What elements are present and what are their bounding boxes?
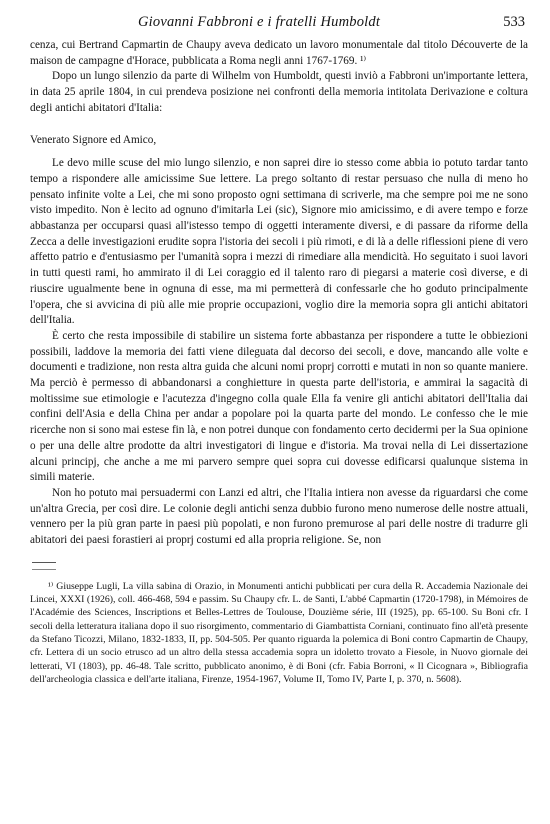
footnote-1: ¹⁾ Giuseppe Lugli, La villa sabina di Orazio, in Monumenti antichi pubblicati per cura della R. Accademia Nazionale dei Lincei, XXXI (1926), coll. 466-468, 594 e passim. Su Chaupy cfr. L. de Santi, L'abbé Capmartin (1720-1798), in Mémoires de l'Académie des Sciences, Inscriptions et Belles-Lettres de Toulouse, Douzième série, III (1925), pp. 65-100. Su Boni cfr. I secoli della letteratura italiana dopo il suo risorgimento, commentario di Giambattista Corniani, continuato fino all'età presente da Stefano Ticozzi, Milano, 1832-1833, II, pp. 504-505. Per quanto riguarda la polemica di Boni contro Capmartin de Chaupy, cfr. Lettera di un socio etrusco ad un altro della stessa accademia sopra un idoletto trovato a Fiesole, in Nuovo giornale dei letterati, VI (1803), pp. 46-48. Tale scritto, pubblicato anonimo, è di Boni (cfr. Fabia Borroni, « Il Cicognara », Bibliografia dell'archeologia classica e dell'arte italiana, Firenze, 1954-1967, Volume II, Tomo IV, Parte I, p. 370, n. 5608).	[30, 580, 528, 685]
letter-paragraph: Le devo mille scuse del mio lungo silenzio, e non saprei dire io stesso come abbia io potuto tardar tanto tempo a rispondere alle amicissime Sue lettere. La prego soltanto di restar persuaso che nulla di meno ho pensato infinite volte a Lei, che mi sono proposto ogni settimana di scriverle, ma che sempre poi me ne sono visto impedito. Non è lecito ad ognuno d'imitarla Lei (sic), Signore mio amicissimo, e di avere tempo e forze abbastanza per occuparsi quasi all'istesso tempo di oggetti interamente diversi, e di passare da riforme della Zecca a delle investigazioni erudite sopra l'istoria dei secoli i più rimoti, e di là a delle riflessioni piene di vero affetto patrio e d'entusiasmo per l'umanità sopra i mezzi di rimediare alla mendicità. Ho seguitato i suoi lavori in tutti questi rami, ho ammirato il di Lei coraggio ed il talento raro di piegarsi a materie così diverse, e di riuscire ugualmente bene in ognuna di esse, ma mi permetterà di confessarle che ho goduto principalmente l'opera, che si avvicina di più alle mie proprie occupazioni, voglio dire la memoria sopra gli antichi abitatori dell'Italia.	[30, 157, 528, 327]
footnote-separator-secondary	[32, 569, 56, 570]
running-title: Giovanni Fabbroni e i fratelli Humboldt	[138, 14, 381, 30]
letter-salutation: Venerato Signore ed Amico,	[30, 133, 157, 146]
page-number: 533	[503, 14, 525, 30]
context-paragraph: Dopo un lungo silenzio da parte di Wilhelm von Humboldt, questi inviò a Fabbroni un'importante lettera, in data 25 aprile 1804, in cui prendeva posizione nei confronti della memoria intitolata Derivazione e coltura degli antichi abitatori d'Italia:	[30, 70, 528, 114]
book-page	[30, 14, 528, 686]
footnotes	[30, 580, 528, 686]
letter-paragraph: È certo che resta impossibile di stabilire un sistema forte abbastanza per rispondere a tutte le obbiezioni possibili, laddove la memoria dei fatti viene dileguata dal decorso dei secoli, e dove, mancando alle volte e documenti e tradizione, non resta altra guida che alcuni nomi proprj corrotti e mutati in non so quante maniere. Ma perciò è permesso di abbandonarsi a conghietture in questa parte dell'istoria, e ammirai la sagacità di moltissime sue etimologie e l'acutezza d'ingegno colla quale Ella fa venire gli antichi abitatori dell'Italia dai confini dell'Asia e della China per andar a popolare poi la quarta parte del mondo. Le confesso che le mie ricerche non si sono mai estese fin là, e non potrei dunque con fondamento certo decidermi per la Sua opinione o per una delle altre prodotte da altri investigatori di lingue e d'istoria. Ma trovai nella di Lei dissertazione alcuni principj, che anche a me mi parvero sempre quei sopra cui dovesse edificarsi qualunque sistema in simili materie.	[30, 329, 528, 484]
footnote-separator	[32, 562, 56, 563]
letter-paragraph: Non ho potuto mai persuadermi con Lanzi ed altri, che l'Italia intiera non avesse da riguardarsi che come un'altra Grecia, per così dire. Le colonie degli antichi senza dubbio furono meno numerose delle nostre attuali, vennero per la più gran parte in paesi più popolati, e non furono premurose al pari delle nostre di tradurre gli abitatori dei paesi forastieri ai proprj costumi ed alla propria religione. Se, non	[30, 486, 528, 547]
running-header	[30, 14, 528, 38]
main-text	[30, 38, 528, 549]
intro-paragraph: cenza, cui Bertrand Capmartin de Chaupy aveva dedicato un lavoro monumentale dal titolo Découverte de la maison de campagne d'Horace, pubblicata a Roma negli anni 1767-1769. ¹⁾	[30, 39, 528, 67]
